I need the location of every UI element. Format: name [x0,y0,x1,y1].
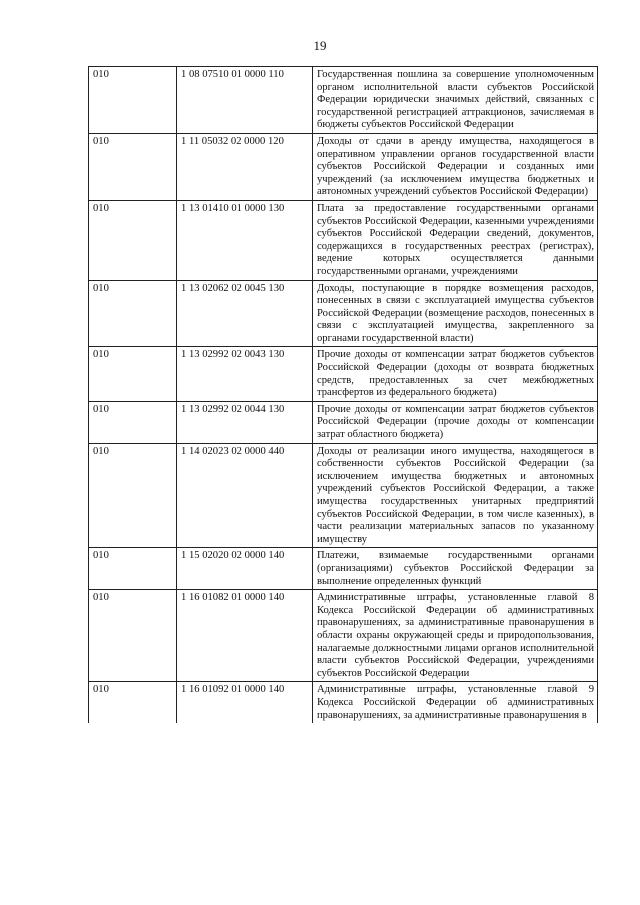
table-row [89,590,598,682]
revenue-codes-table [88,66,598,723]
budget-classification-code-cell: 1 14 02023 02 0000 440 [177,443,313,548]
admin-code-cell: 010 [89,590,177,682]
revenue-description-cell: Доходы от сдачи в аренду имущества, находящегося в оперативном управлении органов государственной власти субъектов Российской Федерации и созданных ими учреждений (за исключением имущества бюджетных и автономных учреждений субъектов Российской Федерации) [313,133,598,200]
table-row [89,67,598,134]
revenue-description-cell: Административные штрафы, установленные главой 9 Кодекса Российской Федерации об административных правонарушениях, за административные правонарушения в [313,682,598,723]
budget-classification-code-cell: 1 13 02992 02 0043 130 [177,347,313,401]
budget-classification-code-cell: 1 13 01410 01 0000 130 [177,200,313,280]
table-row [89,401,598,443]
revenue-description-cell: Прочие доходы от компенсации затрат бюджетов субъектов Российской Федерации (доходы от возврата бюджетных средств, предоставленных за счет межбюджетных трансфертов из федерального бюджета) [313,347,598,401]
budget-classification-code-cell: 1 16 01092 01 0000 140 [177,682,313,723]
budget-classification-code-cell: 1 16 01082 01 0000 140 [177,590,313,682]
table-row [89,133,598,200]
table-row [89,200,598,280]
admin-code-cell: 010 [89,682,177,723]
admin-code-cell: 010 [89,401,177,443]
admin-code-cell: 010 [89,347,177,401]
table-row [89,443,598,548]
table-row [89,280,598,347]
admin-code-cell: 010 [89,133,177,200]
budget-classification-code-cell: 1 13 02062 02 0045 130 [177,280,313,347]
revenue-description-cell: Плата за предоставление государственными органами субъектов Российской Федерации, казенными учреждениями субъектов Российской Федерации сведений, документов, содержащихся в государственных реестрах (регистрах), ведение которых осуществляется данными государственными органами, учреждениями [313,200,598,280]
budget-classification-code-cell: 1 11 05032 02 0000 120 [177,133,313,200]
page-number: 19 [313,38,327,53]
table-row [89,682,598,723]
table-row [89,548,598,590]
table-row [89,347,598,401]
admin-code-cell: 010 [89,200,177,280]
revenue-description-cell: Административные штрафы, установленные главой 8 Кодекса Российской Федерации об административных правонарушениях, за административные правонарушения в области охраны окружающей среды и природопользования, налагаемые должностными лицами органов исполнительной власти субъектов Российской Федерации, учреждениями субъектов Российской Федерации [313,590,598,682]
admin-code-cell: 010 [89,443,177,548]
revenue-description-cell: Государственная пошлина за совершение уполномоченным органом исполнительной власти субъектов Российской Федерации юридически значимых действий, связанных с государственной регистрацией аттракционов, зачисляемая в бюджеты субъектов Российской Федерации [313,67,598,134]
revenue-description-cell: Прочие доходы от компенсации затрат бюджетов субъектов Российской Федерации (прочие доходы от компенсации затрат областного бюджета) [313,401,598,443]
admin-code-cell: 010 [89,280,177,347]
budget-classification-code-cell: 1 08 07510 01 0000 110 [177,67,313,134]
budget-classification-code-cell: 1 13 02992 02 0044 130 [177,401,313,443]
admin-code-cell: 010 [89,548,177,590]
admin-code-cell: 010 [89,67,177,134]
revenue-description-cell: Доходы, поступающие в порядке возмещения расходов, понесенных в связи с эксплуатацией имущества субъектов Российской Федерации (возмещение расходов, понесенных в связи с эксплуатацией имущества, закрепленного за органами государственной власти) [313,280,598,347]
budget-classification-code-cell: 1 15 02020 02 0000 140 [177,548,313,590]
table-body [89,67,598,724]
revenue-description-cell: Доходы от реализации иного имущества, находящегося в собственности субъектов Российской Федерации (за исключением имущества бюджетных и автономных учреждений субъектов Российской Федерации, а также имущества государственных унитарных предприятий субъектов Российской Федерации, в том числе казенных), в части реализации материальных запасов по указанному имуществу [313,443,598,548]
revenue-description-cell: Платежи, взимаемые государственными органами (организациями) субъектов Российской Федерации за выполнение определенных функций [313,548,598,590]
